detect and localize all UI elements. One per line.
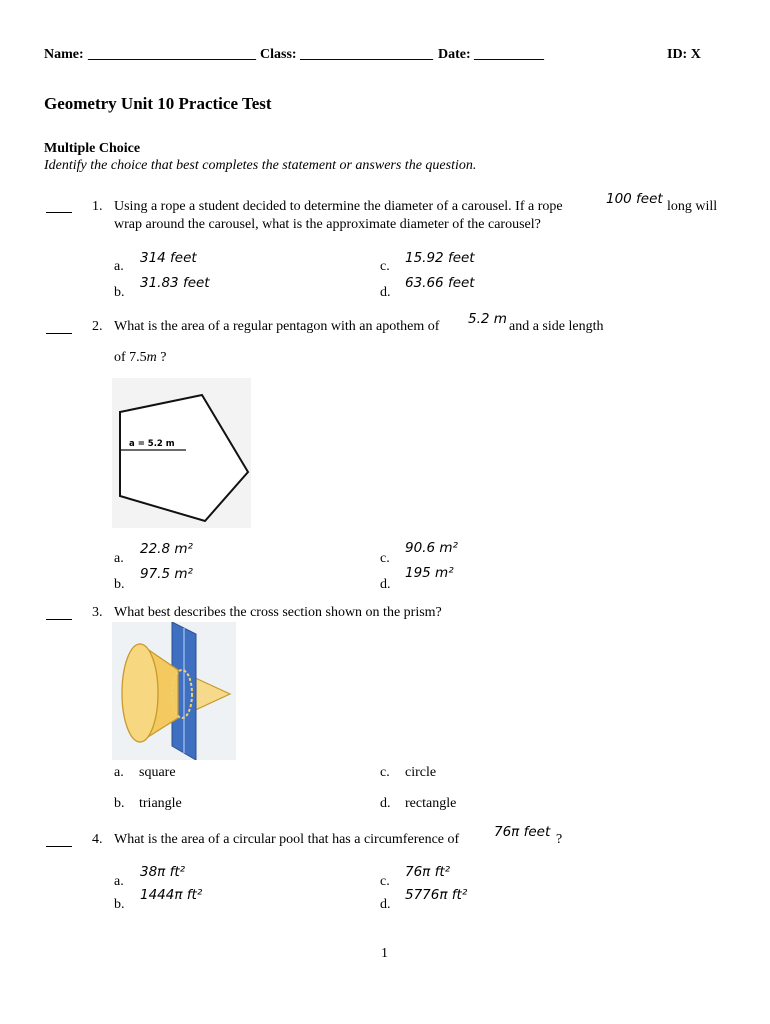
choice-c[interactable]: circle [405, 765, 437, 780]
question-number: 4. [92, 832, 103, 847]
choice-letter: c. [380, 551, 390, 566]
question-text: wrap around the carousel, what is the approximate diameter of the carousel? [114, 217, 541, 232]
choice-letter: a. [114, 874, 124, 889]
choice-letter: b. [114, 796, 125, 811]
choice-letter: d. [380, 285, 391, 300]
choice-c[interactable]: 76π ft² [405, 864, 451, 880]
question-number: 1. [92, 199, 103, 214]
choice-d[interactable]: 195 m² [405, 565, 454, 581]
math-expression: 100 feet [606, 191, 663, 207]
class-label: Class: [260, 47, 297, 62]
answer-blank-3[interactable] [46, 618, 72, 620]
choice-letter: b. [114, 897, 125, 912]
choice-letter: c. [380, 259, 390, 274]
question-text: ? [556, 832, 563, 847]
choice-a[interactable]: 38π ft² [140, 864, 186, 880]
page-title: Geometry Unit 10 Practice Test [44, 94, 272, 113]
answer-blank-1[interactable] [46, 211, 72, 213]
question-number: 2. [92, 319, 103, 334]
choice-letter: d. [380, 897, 391, 912]
choice-letter: d. [380, 796, 391, 811]
page-number: 1 [381, 946, 388, 961]
choice-a[interactable]: 22.8 m² [140, 541, 193, 557]
choice-letter: c. [380, 765, 390, 780]
choice-b[interactable]: triangle [139, 796, 182, 811]
math-expression: 5.2 m [468, 311, 507, 327]
name-line[interactable]: ________________________ [88, 47, 256, 62]
choice-c[interactable]: 15.92 feet [405, 250, 475, 266]
question-text: long will [667, 199, 718, 214]
date-line[interactable]: __________ [474, 47, 544, 62]
question-text: What is the area of a regular pentagon with an apothem of [114, 319, 440, 334]
choice-c[interactable]: 90.6 m² [405, 540, 458, 556]
choice-letter: a. [114, 765, 124, 780]
math-expression: 76π feet [494, 824, 551, 840]
answer-blank-4[interactable] [46, 845, 72, 847]
pentagon-figure [112, 378, 251, 528]
question-text: and a side length [509, 319, 604, 334]
choice-b[interactable]: 1444π ft² [140, 887, 203, 903]
choice-letter: b. [114, 577, 125, 592]
choice-letter: c. [380, 874, 390, 889]
class-line[interactable]: ___________________ [300, 47, 433, 62]
id-text: ID: X [667, 47, 701, 62]
question-text: of 7.5m ? [114, 350, 167, 365]
section-instructions: Identify the choice that best completes the statement or answers the question. [44, 158, 477, 173]
answer-blank-2[interactable] [46, 332, 72, 334]
choice-a[interactable]: square [139, 765, 176, 780]
question-text: Using a rope a student decided to determine the diameter of a carousel. If a rope [114, 199, 563, 214]
question-number: 3. [92, 605, 103, 620]
section-heading: Multiple Choice [44, 141, 141, 156]
choice-letter: b. [114, 285, 125, 300]
cone-cross-section-figure [112, 622, 236, 760]
choice-letter: a. [114, 259, 124, 274]
choice-letter: d. [380, 577, 391, 592]
choice-d[interactable]: 5776π ft² [405, 887, 468, 903]
choice-a[interactable]: 314 feet [140, 250, 197, 266]
choice-b[interactable]: 97.5 m² [140, 566, 193, 582]
choice-d[interactable]: 63.66 feet [405, 275, 475, 291]
question-text: What is the area of a circular pool that has a circumference of [114, 832, 460, 847]
date-label: Date: [438, 47, 471, 62]
apothem-label: a = 5.2 m [129, 439, 175, 449]
cone-base [122, 644, 158, 742]
name-label: Name: [44, 47, 84, 62]
choice-b[interactable]: 31.83 feet [140, 275, 210, 291]
choice-d[interactable]: rectangle [405, 796, 457, 811]
question-text: What best describes the cross section shown on the prism? [114, 605, 442, 620]
choice-letter: a. [114, 551, 124, 566]
